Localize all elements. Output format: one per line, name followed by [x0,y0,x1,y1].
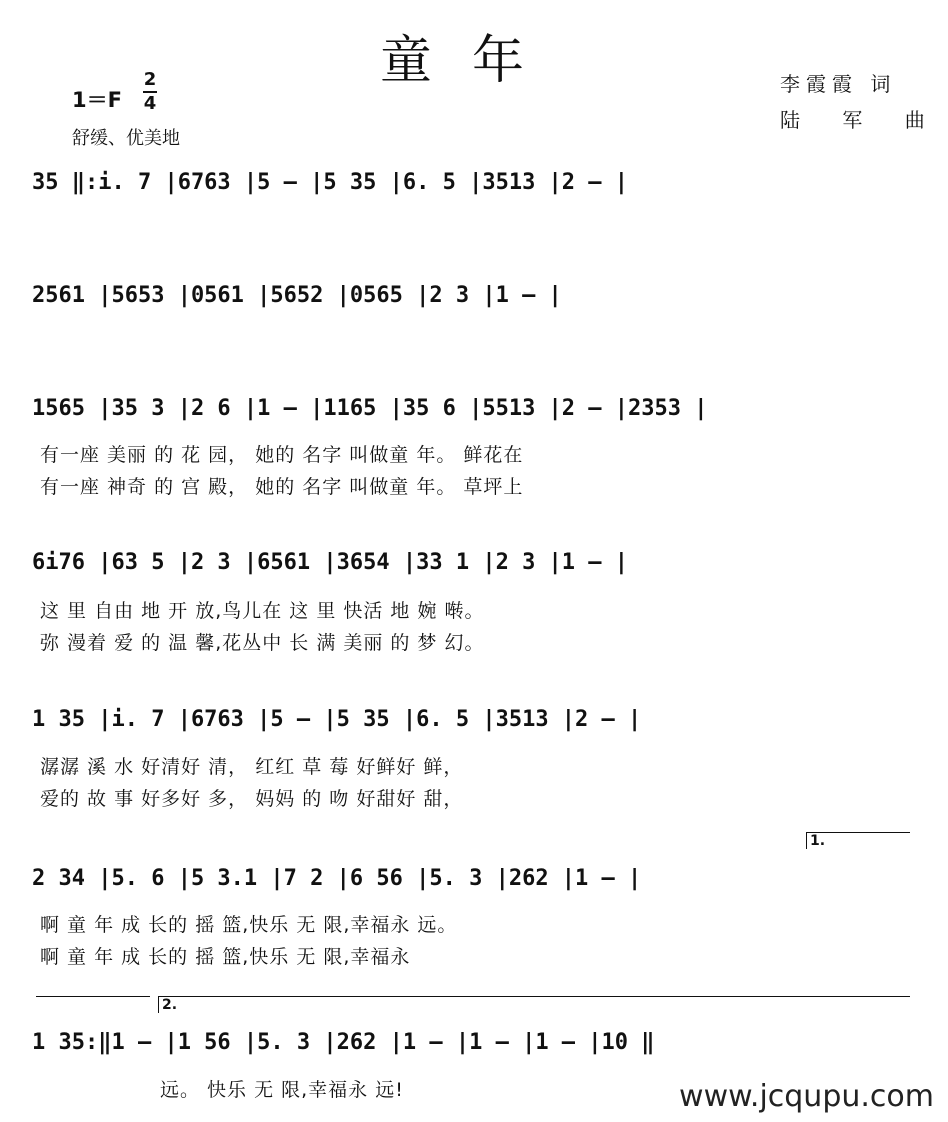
volta-2: 2. [158,996,910,1013]
lyric-line: 远。 快乐 无 限,幸福永 远! [160,1079,404,1101]
composer-credit: 陆 军 曲 [780,108,943,132]
notation-system-5: 1 35 |i. 7 |6763 |5 – |5 35 |6. 5 |3513 |2 – | [32,707,642,732]
lyric-line: 潺潺 溪 水 好清好 清， 红红 草 莓 好鲜好 鲜， [40,756,464,778]
lyric-line: 爱的 故 事 好多好 多， 妈妈 的 吻 好甜好 甜， [40,788,464,810]
meter-bottom: 4 [143,93,157,114]
meter-top: 2 [143,69,157,90]
time-signature [143,70,157,114]
watermark-text: www.jcqupu.com [679,1079,934,1114]
key-signature: 1＝F [72,88,122,112]
notation-system-6: 2 34 |5. 6 |5 3.1 |7 2 |6 56 |5. 3 |262 |1 – | [32,866,642,891]
lyric-line: 这 里 自由 地 开 放,鸟儿在 这 里 快活 地 婉 啭。 [40,600,485,622]
lyric-line: 弥 漫着 爱 的 温 馨,花丛中 长 满 美丽 的 梦 幻。 [40,632,485,654]
lyric-line: 啊 童 年 成 长的 摇 篮,快乐 无 限,幸福永 远。 [40,914,458,936]
volta-1: 1. [806,832,910,849]
lyric-line: 有一座 神奇 的 宫 殿， 她的 名字 叫做童 年。 草坪上 [40,476,524,498]
notation-system-4: 6i76 |63 5 |2 3 |6561 |3654 |33 1 |2 3 |1 – | [32,550,629,575]
page-title: 童年 [380,31,565,91]
notation-system-2: 2561 |5653 |0561 |5652 |0565 |2 3 |1 – | [32,283,562,308]
volta-1-continuation [36,996,150,1001]
lyric-line: 有一座 美丽 的 花 园， 她的 名字 叫做童 年。 鲜花在 [40,444,524,466]
lyricist-credit: 李霞霞 词 [780,72,897,96]
lyric-line: 啊 童 年 成 长的 摇 篮,快乐 无 限,幸福永 [40,946,411,968]
notation-system-1: 35 ‖:i. 7 |6763 |5 – |5 35 |6. 5 |3513 |2 – | [32,170,629,195]
tempo-marking: 舒缓、优美地 [72,128,180,149]
notation-system-3: 1565 |35 3 |2 6 |1 – |1165 |35 6 |5513 |2 – |2353 | [32,396,708,421]
notation-system-7: 1 35:‖1 – |1 56 |5. 3 |262 |1 – |1 – |1 – |10 ‖ [32,1030,655,1055]
